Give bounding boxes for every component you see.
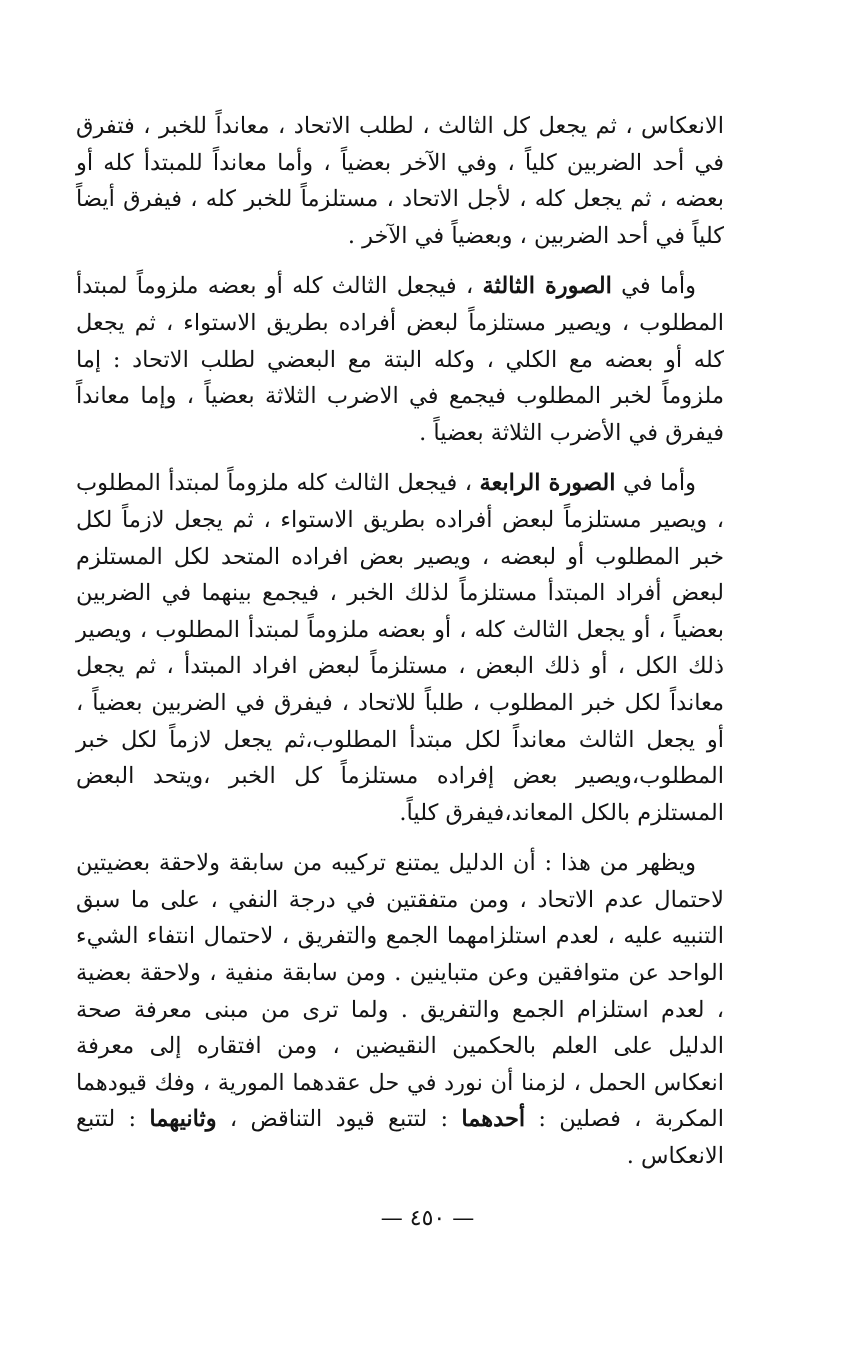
paragraph-4-text-b: : لتتبع قيود التناقض ، (216, 1106, 462, 1133)
heading-third-form: الصورة الثالثة (482, 273, 612, 300)
paragraph-2-text-a: وأما في (611, 273, 696, 300)
term-first: أحدهما (461, 1106, 526, 1133)
paragraph-4-text-a: ويظهر من هذا : أن الدليل يمتنع تركيبه من سابقة ولاحقة بعضيتين لاحتمال عدم الاتحاد ، ومن متفقتين في درجة النفي ، على ما سبق التنبيه عليه ، لعدم استلزامهما الجمع والتفريق ، لاحتمال انتفاء الشيء الواحد عن متوافقين وعن متباينين . ومن سابقة منفية ، ولاحقة بعضية ، لعدم استلزام الجمع والتفريق . ولما ترى من مبنى معرفة صحة الدليل على العلم بالحكمين النقيضين ، ومن افتقاره إلى معرفة انعكاس الحمل ، لزمنا أن نورد في حل عقدهما المورية ، وفك قيودهما المكربة ، فصلين : (76, 850, 724, 1133)
paragraph-3 (76, 465, 724, 831)
paragraph-4-text-c: : لتتبع الانعكاس . (76, 1106, 724, 1170)
page-number: — ٤٥٠ — (380, 1206, 475, 1231)
paragraph-1-text: الانعكاس ، ثم يجعل كل الثالث ، لطلب الاتحاد ، معانداً للخبر ، فتفرق في أحد الضربين كلياً ، وفي الآخر بعضياً ، وأما معانداً للمبتدأ كله أو بعضه ، ثم يجعل كله ، لأجل الاتحاد ، مستلزماً للخبر كله ، فيفرق أيضاً كلياً في أحد الضربين ، وبعضياً في الآخر . (76, 113, 724, 249)
document-page (76, 108, 724, 1189)
paragraph-4 (76, 845, 724, 1174)
paragraph-1 (76, 108, 724, 254)
term-second: وثانيهما (149, 1106, 217, 1133)
heading-fourth-form: الصورة الرابعة (479, 470, 616, 497)
paragraph-2 (76, 268, 724, 451)
paragraph-3-text-a: وأما في (615, 470, 697, 497)
paragraph-3-text-b: ، فيجعل الثالث كله ملزوماً لمبتدأ المطلوب ، ويصير مستلزماً لبعض أفراده بطريق الاستواء ، ثم يجعل لازماً لكل خبر المطلوب أو لبعضه ، ويصير بعض افراده المتحد لكل المستلزم لبعض أفراد المبتدأ مستلزماً لذلك الخبر ، فيجمع بينهما في الضربين بعضياً ، أو يجعل الثالث كله ، أو بعضه ملزوماً لمبتدأ المطلوب ، ويصير ذلك الكل ، أو ذلك البعض ، مستلزماً لبعض افراد المبتدأ ، ثم يجعل معانداً لكل خبر المطلوب ، طلباً للاتحاد ، فيفرق في الضربين بعضياً ، أو يجعل الثالث معانداً لكل مبتدأ المطلوب،ثم يجعل لازماً لكل خبر المطلوب،ويصير بعض إفراده مستلزماً كل الخبر ،ويتحد البعض المستلزم بالكل المعاند،فيفرق كلياً. (76, 470, 724, 826)
paragraph-2-text-b: ، فيجعل الثالث كله أو بعضه ملزوماً لمبتدأ المطلوب ، ويصير مستلزماً لبعض أفراده بطريق الاستواء ، ثم يجعل كله أو بعضه مع الكلي ، وكله البتة مع البعضي لطلب الاتحاد : إما ملزوماً لخبر المطلوب فيجمع في الاضرب الثلاثة بعضياً ، وإما معانداً فيفرق في الأضرب الثلاثة بعضياً . (76, 273, 724, 446)
